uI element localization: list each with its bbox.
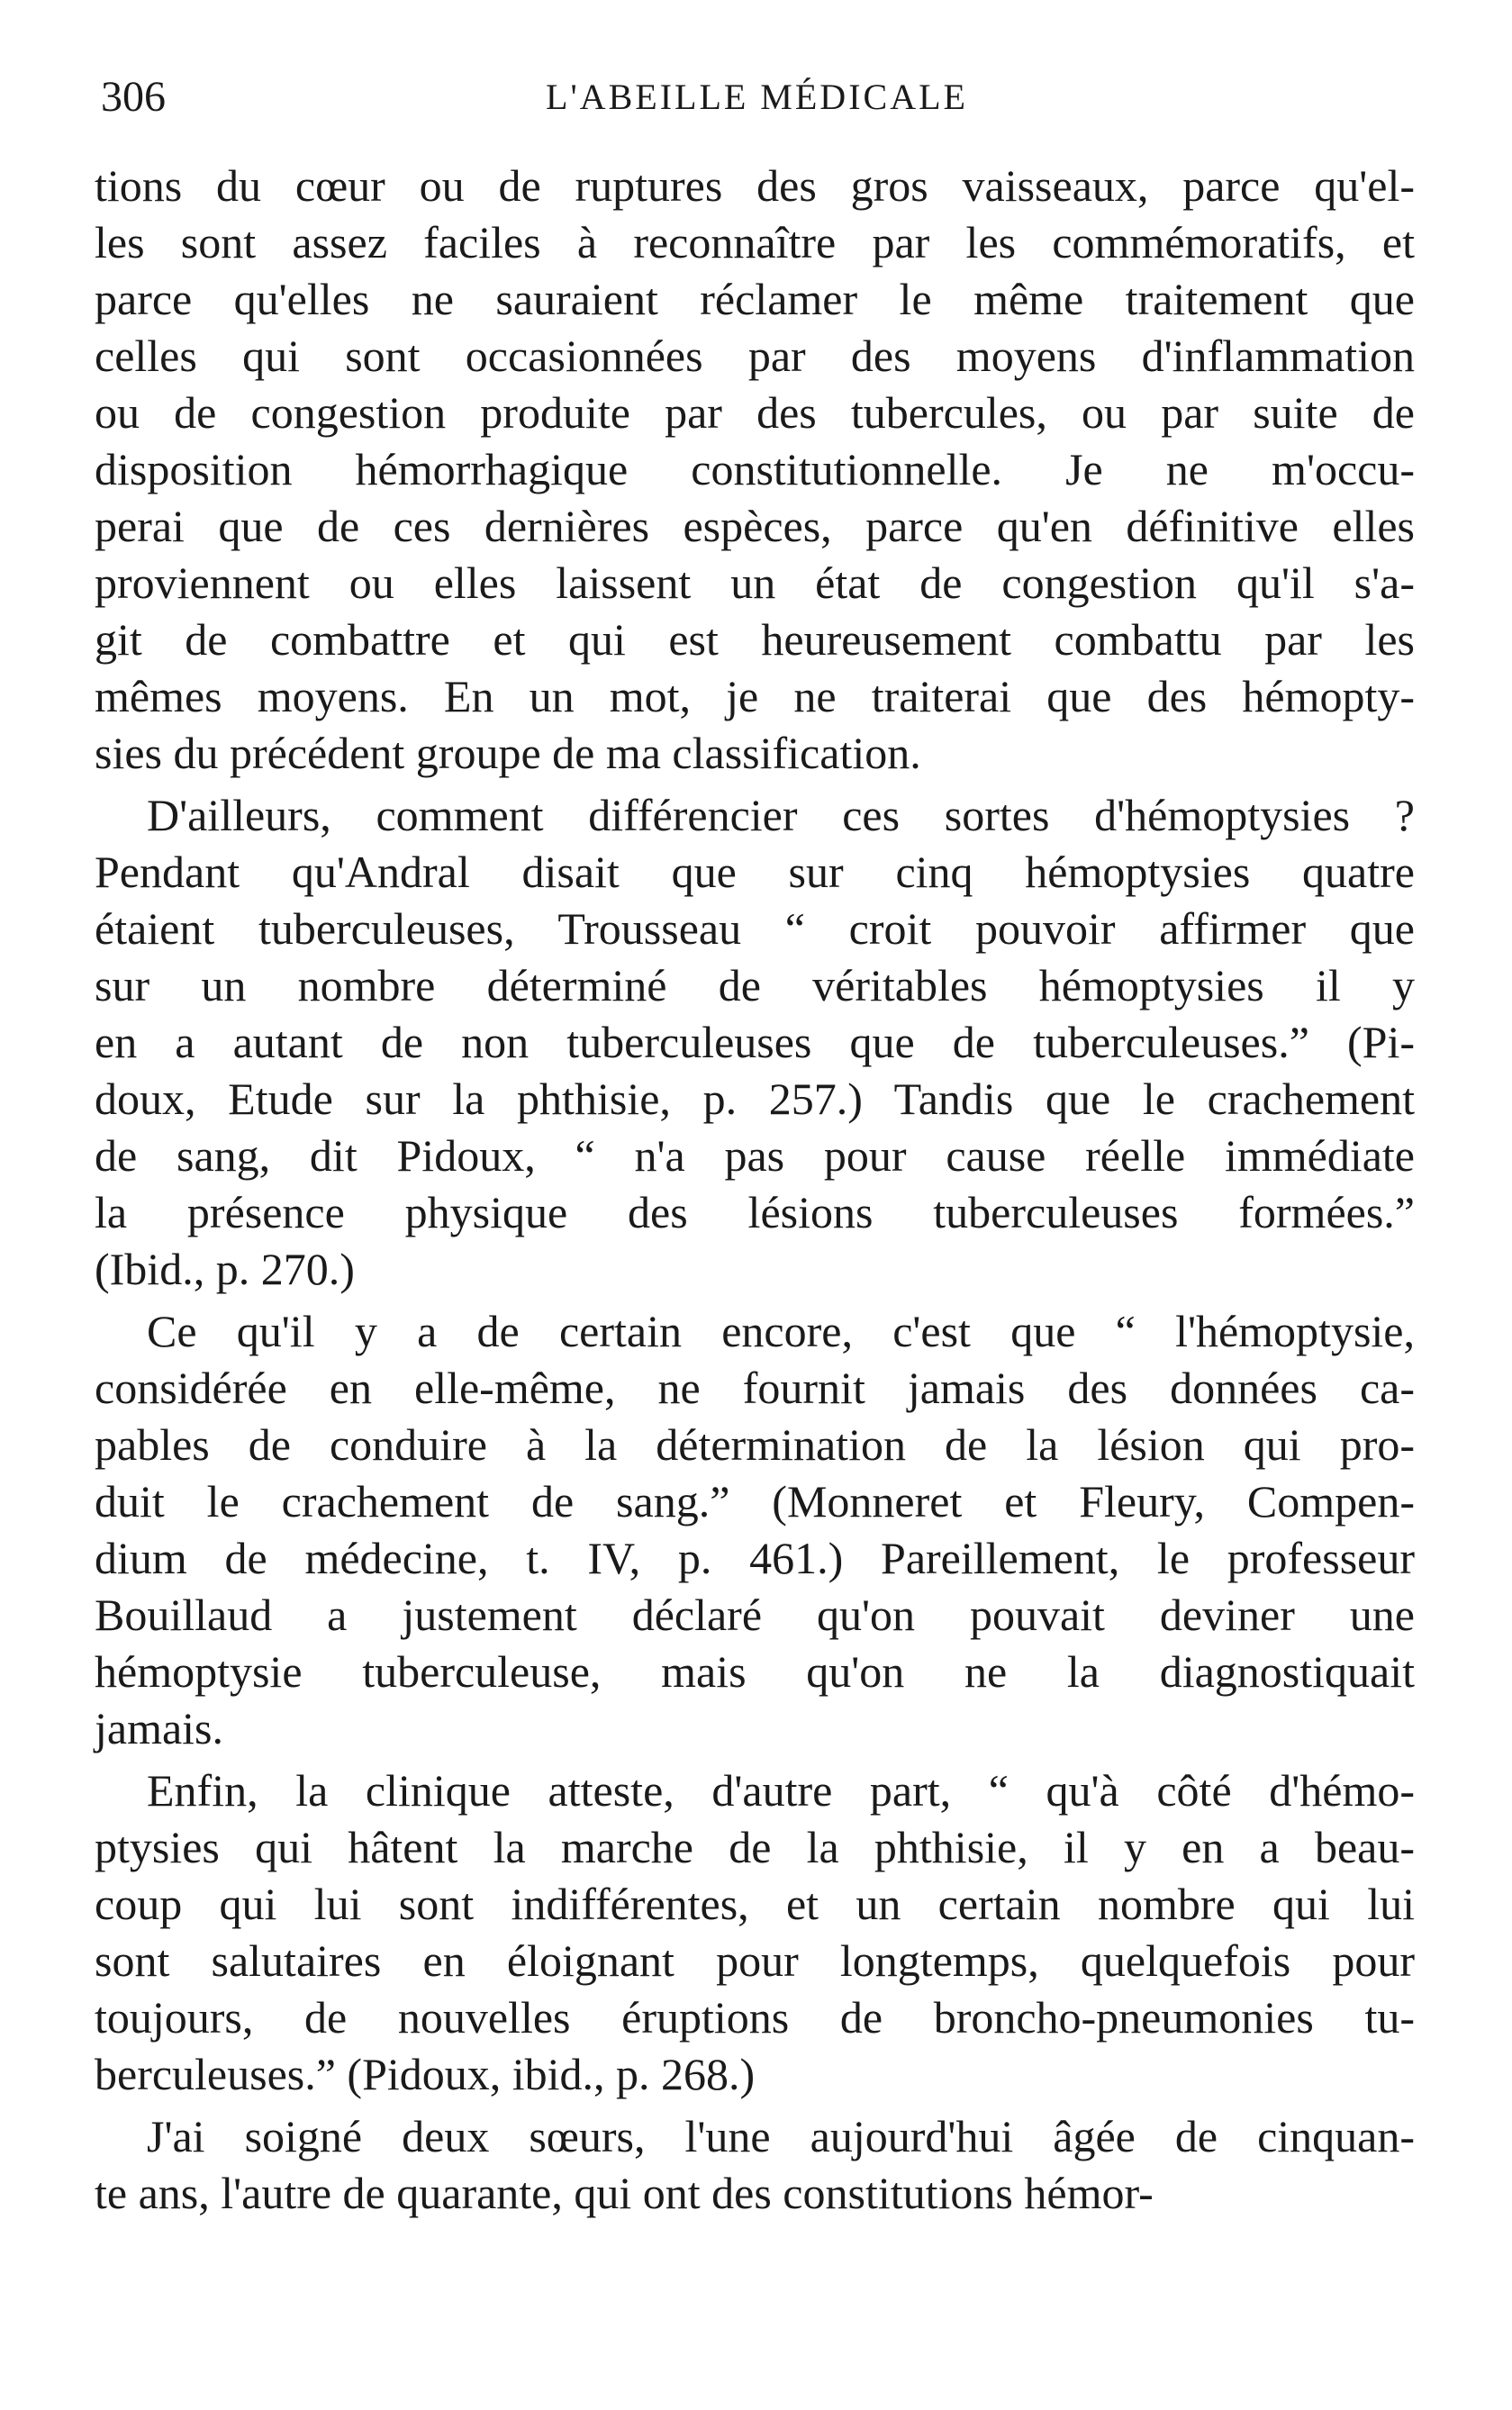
text-line: sies du précédent groupe de ma classification.: [95, 728, 921, 778]
paragraph: [95, 2108, 1415, 2222]
text-line: berculeuses.” (Pidoux, ibid., p. 268.): [95, 2049, 756, 2099]
text-line: J'ai soigné deux sœurs, l'une aujourd'hui âgée de cinquan-: [147, 2111, 1415, 2161]
text-line: ou de congestion produite par des tubercules, ou par suite de: [95, 387, 1415, 438]
text-line: proviennent ou elles laissent un état de congestion qu'il s'a-: [95, 557, 1415, 608]
text-line: doux, Etude sur la phthisie, p. 257.) Tandis que le crachement: [95, 1074, 1415, 1124]
text-line: sur un nombre déterminé de véritables hémoptysies il y: [95, 960, 1415, 1010]
text-line: étaient tuberculeuses, Trousseau “ croit pouvoir affirmer que: [95, 903, 1415, 954]
text-line: Pendant qu'Andral disait que sur cinq hémoptysies quatre: [95, 847, 1415, 897]
text-line: tions du cœur ou de ruptures des gros vaisseaux, parce qu'el-: [95, 160, 1415, 211]
text-line: D'ailleurs, comment différencier ces sortes d'hémoptysies ?: [147, 790, 1415, 840]
text-line: celles qui sont occasionnées par des moyens d'inflammation: [95, 331, 1415, 381]
text-line: en a autant de non tuberculeuses que de tuberculeuses.” (Pi-: [95, 1017, 1415, 1067]
text-line: pables de conduire à la détermination de la lésion qui pro-: [95, 1419, 1415, 1470]
text-line: duit le crachement de sang.” (Monneret et Fleury, Compen-: [95, 1476, 1415, 1527]
text-line: git de combattre et qui est heureusement combattu par les: [95, 614, 1415, 665]
text-line: les sont assez faciles à reconnaître par les commémoratifs, et: [95, 217, 1415, 267]
text-line: de sang, dit Pidoux, “ n'a pas pour cause réelle immédiate: [95, 1130, 1415, 1181]
paragraph: [95, 1762, 1415, 2103]
text-line: Ce qu'il y a de certain encore, c'est que “ l'hémoptysie,: [147, 1306, 1415, 1356]
text-line: considérée en elle-même, ne fournit jamais des données ca-: [95, 1363, 1415, 1413]
paragraph: [95, 1303, 1415, 1757]
page-header: [101, 70, 1413, 124]
text-line: mêmes moyens. En un mot, je ne traiterai que des hémopty-: [95, 671, 1415, 721]
text-line: Bouillaud a justement déclaré qu'on pouvait deviner une: [95, 1590, 1415, 1640]
body-text: [95, 158, 1415, 2222]
text-line: jamais.: [95, 1703, 224, 1753]
text-line: parce qu'elles ne sauraient réclamer le même traitement que: [95, 274, 1415, 324]
text-line: te ans, l'autre de quarante, qui ont des constitutions hémor-: [95, 2168, 1154, 2218]
text-line: disposition hémorrhagique constitutionnelle. Je ne m'occu-: [95, 444, 1415, 494]
text-line: Enfin, la clinique atteste, d'autre part, “ qu'à côté d'hémo-: [147, 1765, 1415, 1816]
text-line: ptysies qui hâtent la marche de la phthisie, il y en a beau-: [95, 1822, 1415, 1872]
text-line: dium de médecine, t. IV, p. 461.) Pareillement, le professeur: [95, 1533, 1415, 1583]
text-line: la présence physique des lésions tuberculeuses formées.”: [95, 1187, 1415, 1237]
text-line: hémoptysie tuberculeuse, mais qu'on ne la diagnostiquait: [95, 1646, 1415, 1697]
text-line: (Ibid., p. 270.): [95, 1244, 355, 1294]
paragraph: [95, 158, 1415, 782]
text-line: toujours, de nouvelles éruptions de broncho-pneumonies tu-: [95, 1992, 1415, 2043]
text-line: sont salutaires en éloignant pour longtemps, quelquefois pour: [95, 1935, 1415, 1986]
text-line: coup qui lui sont indifférentes, et un certain nombre qui lui: [95, 1879, 1415, 1929]
running-title: L'ABEILLE MÉDICALE: [546, 77, 968, 117]
paragraph: [95, 787, 1415, 1298]
page-number: 306: [101, 73, 166, 121]
text-line: perai que de ces dernières espèces, parce qu'en définitive elles: [95, 501, 1415, 551]
